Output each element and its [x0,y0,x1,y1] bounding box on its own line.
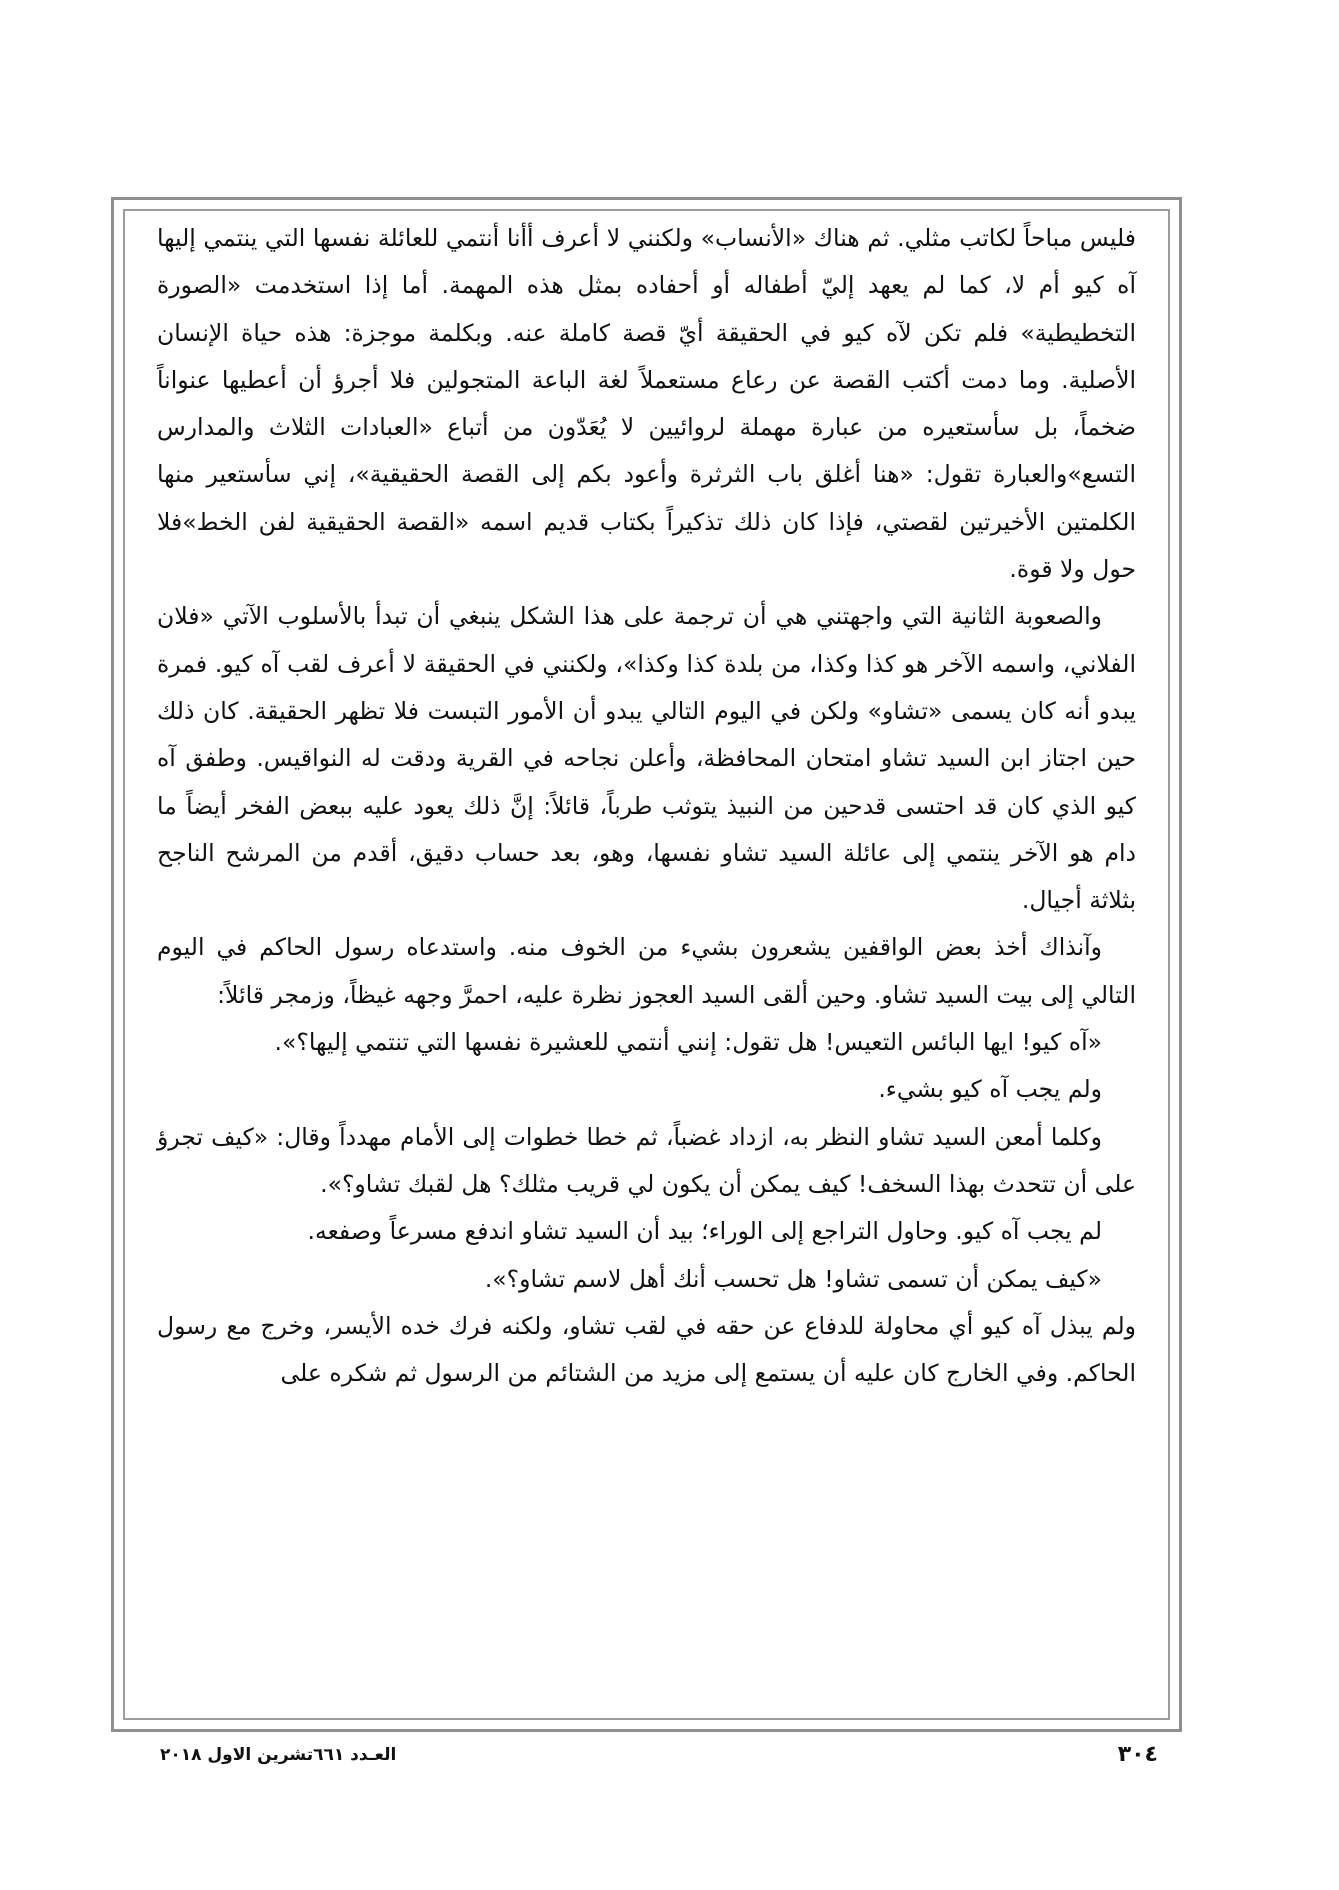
paragraph: فليس مباحاً لكاتب مثلي. ثم هناك «الأنساب» ولكنني لا أعرف أأنا أنتمي للعائلة نفسها التي ينتمي إليها آه كيو أم لا، كما لم يعهد إليّ أطفاله أو أحفاده بمثل هذه المهمة. أما إذا استخدمت «الصورة التخطيطية» فلم تكن لآه كيو في الحقيقة أيّ قصة كاملة عنه. وبكلمة موجزة: هذه حياة الإنسان الأصلية. وما دمت أكتب القصة عن رعاع مستعملاً لغة الباعة المتجولين فلا أجرؤ أن أعطيها عنواناً ضخماً، بل سأستعيره من عبارة مهملة لروائيين لا يُعَدّون من أتباع «العبادات الثلاث والمدارس التسع»والعبارة تقول: «هنا أغلق باب الثرثرة وأعود بكم إلى القصة الحقيقية»، إني سأستعير منها الكلمتين الأخيرتين لقصتي، فإذا كان ذلك تذكيراً بكتاب قديم اسمه «القصة الحقيقية لفن الخط»فلا حول ولا قوة. [157,224,1136,584]
paragraph: «كيف يمكن أن تسمى تشاو! هل تحسب أنك أهل لاسم تشاو؟». [484,1264,1102,1293]
paragraph: ولم يبذل آه كيو أي محاولة للدفاع عن حقه في لقب تشاو، ولكنه فرك خده الأيسر، وخرج مع رسول الحاكم. وفي الخارج كان عليه أن يستمع إلى مزيد من الشتائم من الرسول ثم شكره على [157,1311,1136,1388]
paragraph: وكلما أمعن السيد تشاو النظر به، ازداد غضباً، ثم خطا خطوات إلى الأمام مهدداً وقال: «كيف تجرؤ على أن تتحدث بهذا السخف! كيف يمكن أن يكون لي قريب مثلك؟ هل لقبك تشاو؟». [157,1122,1136,1198]
paragraph: ولم يجب آه كيو بشيء. [878,1075,1102,1104]
paragraph: «آه كيو! ايها البائس التعيس! هل تقول: إنني أنتمي للعشيرة نفسها التي تنتمي إليها؟». [274,1028,1102,1057]
issue-info: العـدد ٦٦١تشرين الاول ٢٠١٨ [160,1745,397,1765]
paragraph: لم يجب آه كيو. وحاول التراجع إلى الوراء؛ بيد أن السيد تشاو اندفع مسرعاً وصفعه. [307,1217,1102,1246]
paragraph: وآنذاك أخذ بعض الواقفين يشعرون بشيء من الخوف منه. واستدعاه رسول الحاكم في اليوم التالي إلى بيت السيد تشاو. وحين ألقى السيد العجوز نظرة عليه، احمرَّ وجهه غيظاً، وزمجر قائلاً: [157,933,1136,1009]
article-body [157,215,1136,1397]
page-number: ٣٠٤ [1117,1742,1158,1767]
page-border-inner [123,209,1170,1720]
paragraph: والصعوبة الثانية التي واجهتني هي أن ترجمة على هذا الشكل ينبغي أن تبدأ بالأسلوب الآتي «فلان الفلاني، واسمه الآخر هو كذا وكذا، من بلدة كذا وكذا»، ولكنني في الحقيقة لا أعرف لقب آه كيو. فمرة يبدو أنه كان يسمى «تشاو» ولكن في اليوم التالي يبدو أن الأمور التبست فلا تظهر الحقيقة. كان ذلك حين اجتاز ابن السيد تشاو امتحان المحافظة، وأعلن نجاحه في القرية ودقت له النواقيس. وطفق آه كيو الذي كان قد احتسى قدحين من النبيذ يتوثب طرباً، قائلاً: إنَّ ذلك يعود عليه ببعض الفخر أيضاً ما دام هو الآخر ينتمي إلى عائلة السيد تشاو نفسها، وهو، بعد حساب دقيق، أقدم من المرشح الناجح بثلاثة أجيال. [157,602,1136,915]
